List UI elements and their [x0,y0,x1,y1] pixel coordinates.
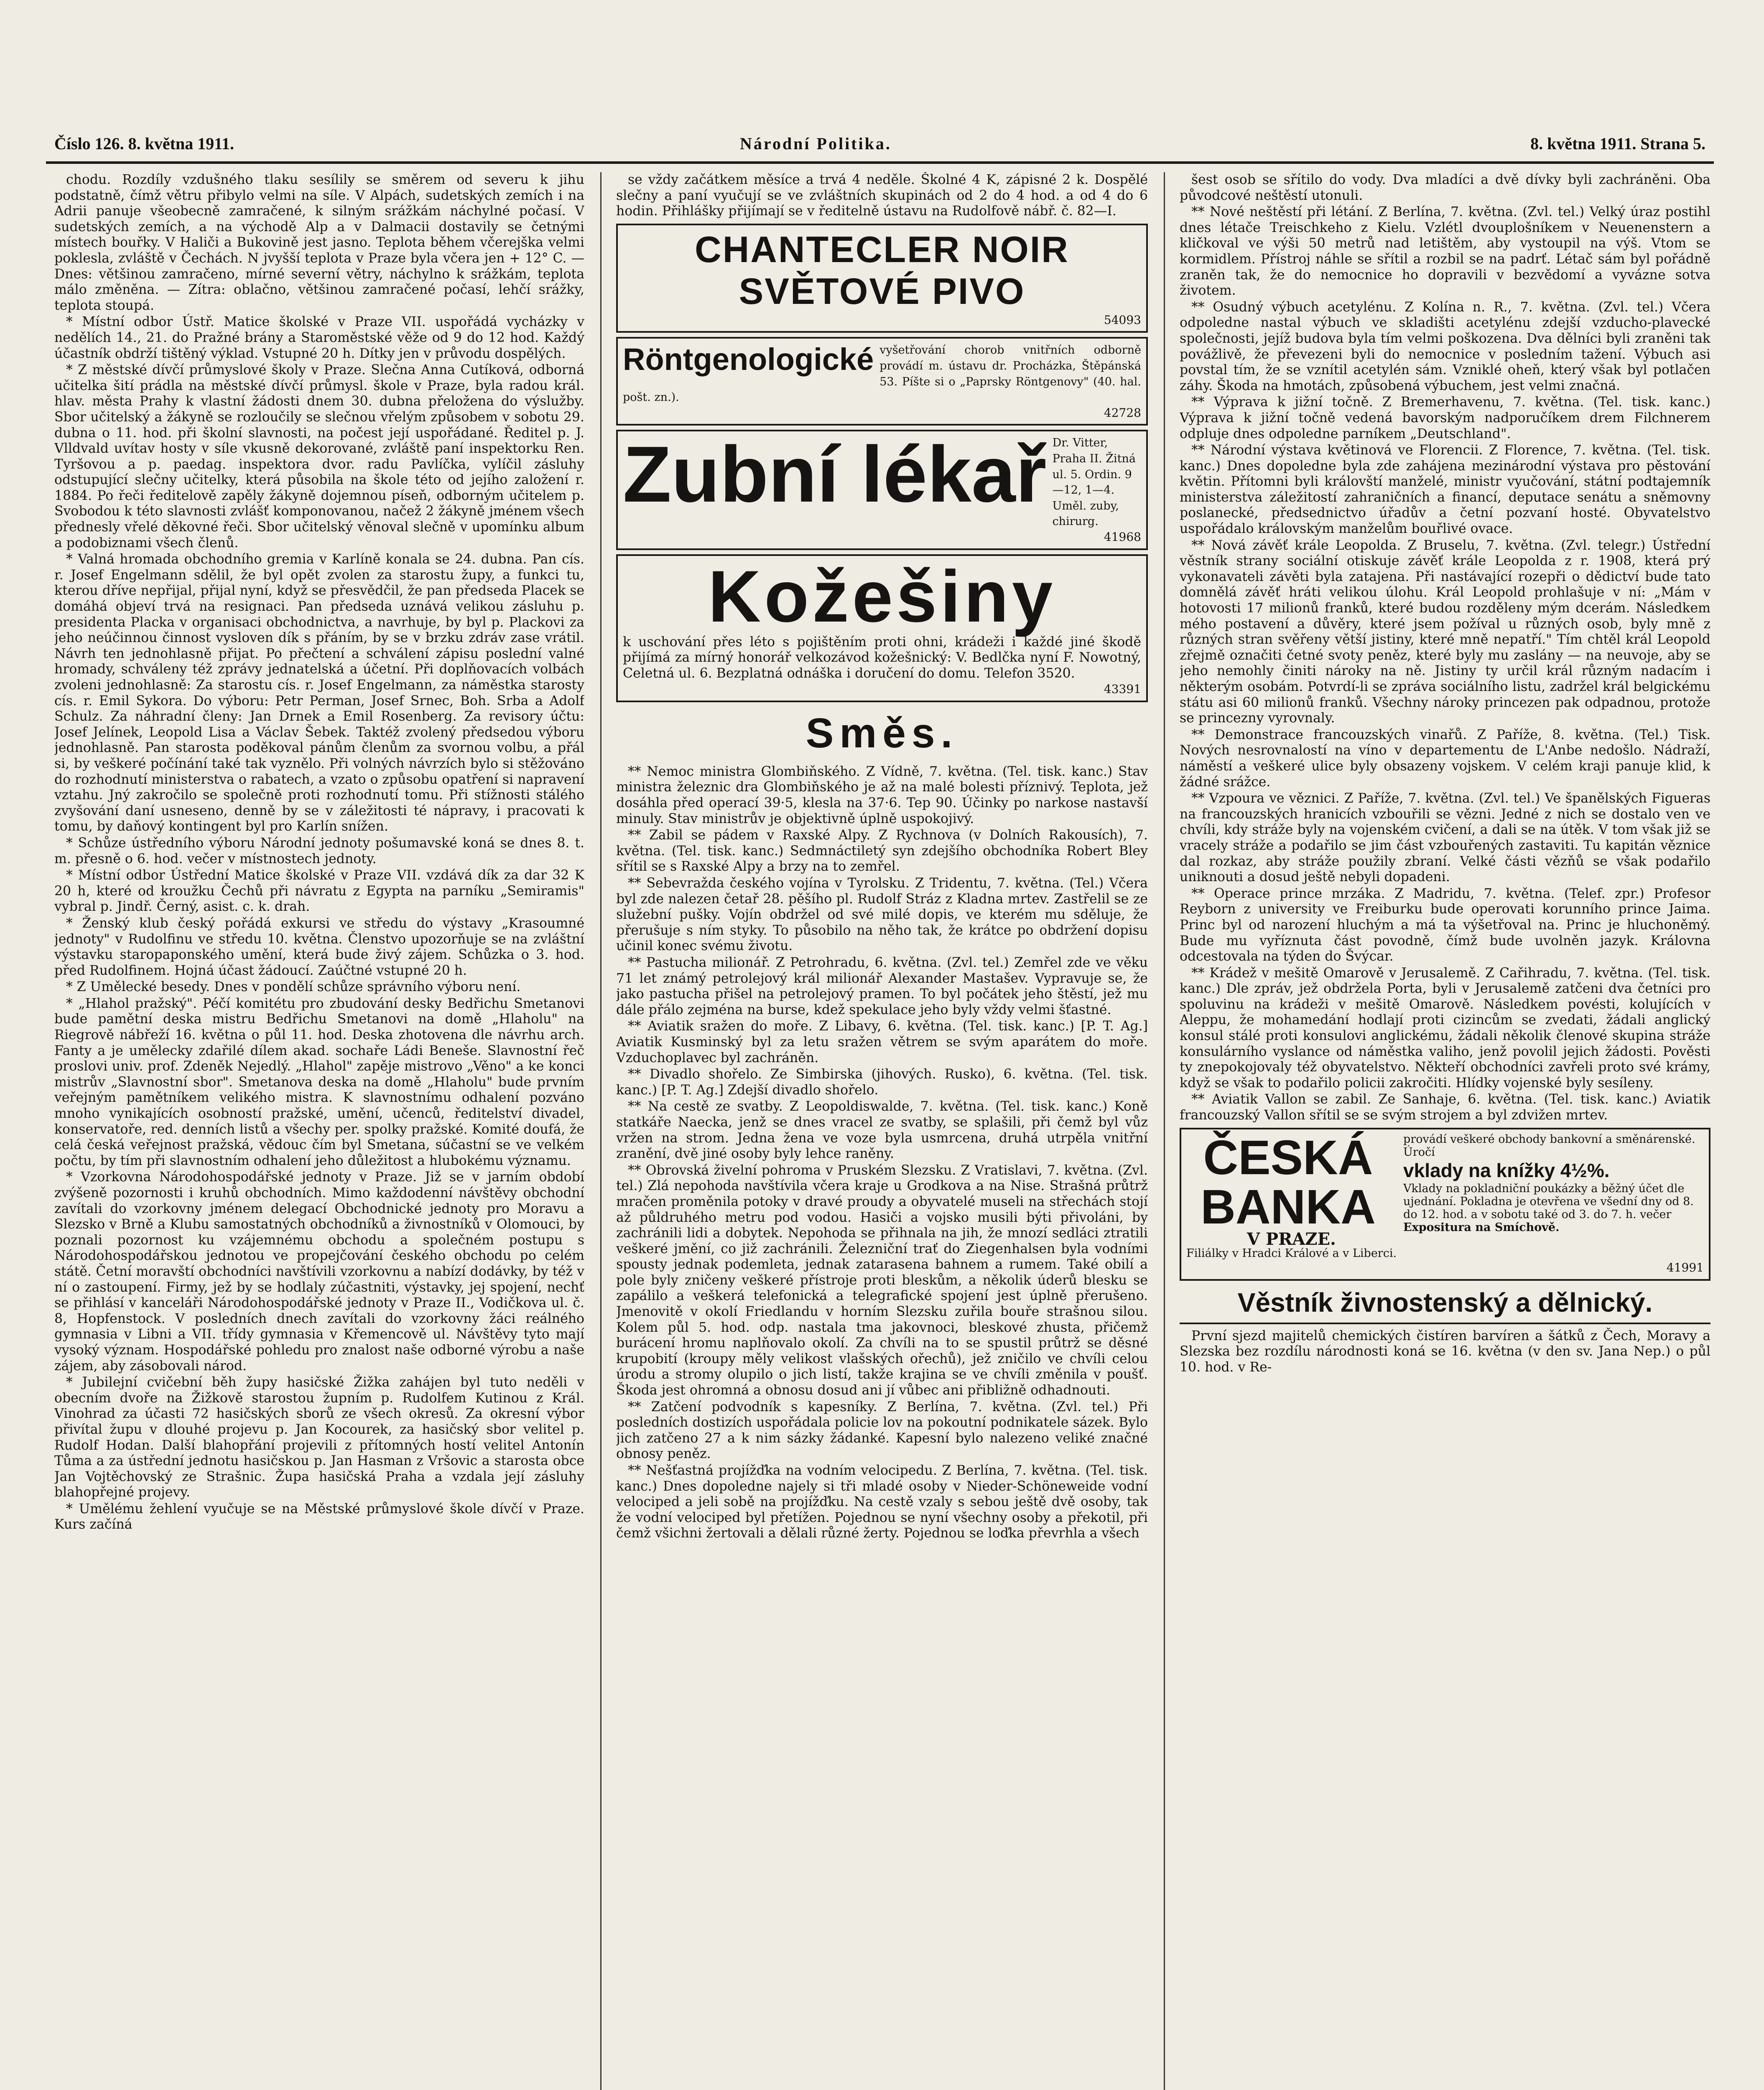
column-1 [54,172,584,2090]
article: * Schůze ústředního výboru Národní jednoty pošumavské koná se dnes 8. t. m. přesně o 6. hod. večer v místnostech jednoty. [54,835,584,867]
bank-expositura: Expositura na Smíchově. [1403,1221,1560,1234]
article: * Z Umělecké besedy. Dnes v pondělí schůze správního výboru není. [66,979,521,995]
bank-branches: Filiálky v Hradci Králové a v Liberci. [1186,1247,1397,1260]
chantecler-title: CHANTECLER NOIR [695,228,1069,270]
ad-number: 54093 [1104,313,1141,327]
ad-number: 41968 [1104,530,1141,544]
article: * Jubilejní cvičební běh župy hasičské Žižka zahájen byl tuto neděli v obecním dvoře na Žižkově starostou župním p. Rudolfem Kutinou z Král. Vinohrad za účasti 72 hasičských sborů ze všech okresů. Za okresní výbor přivítal župu v dlouhé projevu p. Jan Kocourek, za hasičský sbor velitel p. Rudolf Hodan. Další blahopřání projevili z přítomných hostí velitel Antonín Tůma a za ústřední jednotu hasičskou p. Jan Hasman z Vršovic a starosta obce Jan Vojtěchovský ze Strašnic. Župa hasičská Praha a vzdala její zásluhy blahopřejné projevy. [54,1375,584,1500]
article: se vždy začátkem měsíce a trvá 4 neděle. Školné 4 K, zápisné 2 k. Dospělé slečny a paní vyučují se ve zvláštních skupinách od 2 do 4 hod. a od 4 do 6 hodin. Přihlášky přijímají se v ředitelně ústavu na Rudolfově nábř. č. 82—I. [616,172,1148,219]
newspaper-page [46,125,1714,2090]
bank-title-1: ČESKÁ [1203,1130,1373,1185]
column-divider [1164,172,1165,2090]
article: ** Aviatik sražen do moře. Z Libavy, 6. května. (Tel. tisk. kanc.) [P. T. Ag.] Aviatik Kusminský byl za letu sražen větrem se svým aparátem do moře. Vzduchoplavec byl zachráněn. [616,1019,1148,1065]
vestnik-title: Věstník živnostenský a dělnický. [1237,1287,1653,1318]
bank-text-3: Vklady na pokladniční poukázky a běžný účet dle ujednání. Pokladna je otevřena ve všední dny od 8. do 12. hod. a v sobotu také od 3. do 7. h. večer [1403,1182,1694,1221]
bank-title-2: BANKA [1201,1179,1376,1234]
dentist-title: Zubní lékař [623,430,1047,519]
dentist-text: Dr. Vitter, Praha II. Žitná ul. 5. Ordin. 9—12, 1—4. Uměl. zuby, chirurg. [1052,436,1136,528]
bank-city: V PRAZE. [1247,1229,1336,1249]
article: ** Zabil se pádem v Raxské Alpy. Z Rychnova (v Dolních Rakousích), 7. května. (Tel. tisk. kanc.) Sedmnáctiletý syn zdejšího obchodníka Robert Bley sřítil se s Raxské Alpy a brzy na to zemřel. [616,828,1148,874]
furs-text: k uschování přes léto s pojištěním proti ohni, krádeži i každé jiné škodě přijímá za mírný honorář velkozávod kožešnický: V. Bedlčka nyní F. Nowotný, Celetná ul. 6. Bezplatná odnáška i doručení do domu. Telefon 3520. [623,634,1141,681]
column-2 [616,172,1148,2090]
article: ** Krádež v mešitě Omarově v Jerusalemě. Z Cařihradu, 7. května. (Tel. tisk. kanc.) Dle zpráv, jež obdržela Porta, byli v Jerusalemě zatčeni dva četníci pro spoluvinu na krádeži v mešitě Omarově. Následkem povésti, kolujících v Aleppu, že mohamedání hodlají proti cizincům se zvedati, žádali anglický konsul stálé proti konsulovi anglickému, žádali několik členové skupina stráže konsulárního vyslance od náměstka valiho, jenž povolil jejich žádosti. Pověsti ty znepokojovaly též obyvatelstvo. Někteří obchodníci zavřeli proto své krámy, když se však to podařilo policii zakročiti. Hlídky vojenské byly sesíleny. [1180,965,1710,1091]
page-header [46,125,1714,155]
rontgen-text: vyšetřování chorob vnitřních odborně provádí m. ústavu dr. Procházka, Štěpánská 53. Píšte si o „Paprsky Röntgenovy" (40. hal. pošt. zn.). [623,344,1141,404]
column-3 [1180,172,1710,2090]
furs-title: Kožešiny [708,556,1056,637]
page-number: 8. května 1911. Strana 5. [1530,134,1705,153]
article: ** Operace prince mrzáka. Z Madridu, 7. května. (Telef. zpr.) Profesor Reyborn z university ve Freiburku bude operovati korunního prince Jaima. Princ byl od narození hluchým a má ta výšetřoval na. Princ je hluchoněmý. Bude mu vyříznuta část povodně, čímž bude uvolněn jazyk. Královna odcestovala na týden do Švýcar. [1180,886,1710,964]
article: ** Divadlo shořelo. Ze Simbirska (jihových. Rusko), 6. května. (Tel. tisk. kanc.) [P. T. Ag.] Zdejší divadlo shořelo. [616,1067,1148,1098]
article: ** Osudný výbuch acetylénu. Z Kolína n. R., 7. května. (Zvl. tel.) Včera odpoledne nastal výbuch ve skladišti acetylénu zdejší vzducho-plavecké společnosti, jejíž budova byla tím velmi poškozena. Dva dělníci byli zraněni tak povážlivě, že převezeni byli do nemocnice v posledním tažení. Výbuch asi povstal tím, že se vznítil acetylén sám. Vzniklé oheň, který však byl potlačen záhy. Škoda na hmotách, způsobená výbuchem, jest velmi značná. [1180,299,1710,393]
ad-number: 43391 [1104,682,1141,696]
rontgen-title: Röntgenologické [623,342,874,377]
section-title-smes: Směs. [806,709,958,757]
article: ** Nemoc ministra Glombiňského. Z Vídně, 7. května. (Tel. tisk. kanc.) Stav ministra železnic dra Glombiňského je až na malé bolesti příznivý. Teplota, jež dosáhla před operací 39·5, klesla na 37·6. Tep 90. Účinky po narkose nastavší minuly. Stav ministrův je objektivně úplně uspokojivý. [616,764,1148,826]
ad-number: 41991 [1666,1261,1704,1275]
article: * Místní odbor Ústř. Matice školské v Praze VII. uspořádá vycházky v nedělích 14., 21. do Pražné brány a Staroměstské věže od 9 do 12 hod. Každý účastník obdrží tištěný výklad. Vstupné 20 h. Dítky jen v průvodu dospělých. [54,314,584,361]
masthead: Národní Politika. [740,134,892,153]
article: chodu. Rozdíly vzdušného tlaku sesílily se směrem od severu k jihu podstatně, čímž větru přibylo velmi na síle. V Alpách, sudetských zemích i na Adrii panuje všeobecně zamračené, k silným srážkám náchylné počasí. V sudetských zemích, a na východě Alp a v Dalmacii dostavily se četnými místech bouřky. V Haliči a Bukovině jest jasno. Teplota během včerejška velmi poklesla, zvláště v Čechách. N jvyšší teplota v Praze byla včera jen + 12° C. — Dnes: většinou zamračeno, mírné severní větry, náchylno k srážkám, teplota málo změněna. — Zítra: oblačno, většinou zamračené počasí, lehčí srážky, teplota stoupá. [54,172,584,313]
article: ** Vzpoura ve věznici. Z Paříže, 7. května. (Zvl. tel.) Ve španělských Figueras na francouzských hranicích vzbouřili se vězni. Jedné z nich se dostalo ven ve chvíli, kdy stráže byly na vojenském cvičení, a dali se na útěk. V tom však již se vracely stráže a podařilo se jim část vzbouřených zastaviti. Tu kapitán věznice dal rozkaz, aby stráže použily zbraní. Velké části vězňů se však podařilo uniknouti a dosud ještě nebyli dopadeni. [1180,791,1710,885]
article: ** Obrovská živelní pohroma v Pruském Slezsku. Z Vratislavi, 7. května. (Zvl. tel.) Zlá nepohoda navštívila včera kraje u Grodkova a na Nise. Strašná průtrž mračen proměnila potoky v dravé proudy a obyvatelé museli na střechách stojí až půldruhého metru pod vodou. Hasiči a vojsko musili býti přivoláni, by zachránili lidi a dobytek. Nepohoda se přihnala na jih, že mnozí sedláci ztratili veškeré jmění, co již zachránili. Železniční trať do Ziegenhalsen byla vodními spousty jednak podemleta, jednak zatarasena bahnem a rumem. Také obilí a pole byly zničeny veškeré přístroje proti bleskům, a několik úderů blesku se zapálilo a veškerá telefonická a telegrafické spojení jest úplně přerušeno. Jmenovitě v okolí Friedlandu v horním Slezsku zuřila bouře strašnou silou. Kolem půl 5. hod. odp. nastala tma jakovnoci, bleskové zhusta, přičemž burácení hromu naplňovalo okolí. Za chvíli na to se spustil průtrž se děsné krupobití (kroupy měly velikost vlašských ořechů), jež zničilo ve chvíli celou úrodu a stromy olupilo o jich listí, takže krajina se ve chvíli změnila v poušť. Škoda jest ohromná a obnosu dosud ani jí vůbec ani přibližně odhadnouti. [616,1162,1148,1398]
article: šest osob se sřítilo do vody. Dva mladíci a dvě dívky byli zachráněni. Oba původcové neštěstí utonuli. [1180,172,1710,203]
article: * Valná hromada obchodního gremia v Karlíně konala se 24. dubna. Pan cís. r. Josef Engelmann sdělil, že byl opět zvolen za starostu župy, a funkci tu, kterou dříve nepřijal, přijal nyní, když se přesvědčil, že pan předseda Placek se domáhá objeví trvá na resignaci. Pan předseda uznává velikou zásluhu p. presidenta Placka v organisaci obchodnictva, a navrhuje, by byl p. Plackovi za jeho neúčinnou činnost vysloven dík s přáním, by se v brzku zdráv zase vrátil. Návrh ten jednohlasně přijat. Po přečtení a schválení zápisu poslední valné hromady, schváleny též zprávy jednatelská a účetní. Při doplňovacích volbách zvoleni jednohlasně: Za starostu cís. r. Josef Engelmann, za náměstka starosty cís. r. Emil Sykora. Do výboru: Petr Perman, Josef Srnec, Boh. Srba a Adolf Schulz. Za náhradní členy: Jan Drnek a Emil Rosenberg. Za revisory účtu: Josef Jelínek, Leopold Lisa a Václav Šebek. Taktéž zvolený předsedou výboru jednohlasně. Pan starosta poděkoval pánům členům za svornou volbu, a přál si, by veškeré počínání také tak vyznělo. Při volných návrzích bylo si stěžováno do rozhodnutí ministerstva o rabatech, a vzato o způsobu opatření si napravení vztahu. Jný zakročilo se společně proti rozhodnutí tomu. Při stížnosti stálého zvyšování daní usneseno, denně by se v záležitosti té nápravy, i pracovati k tomu, by daňový kontingent byl pro Karlín snížen. [54,552,584,834]
article: ** Nová závěť krále Leopolda. Z Bruselu, 7. května. (Zvl. telegr.) Ústřední věstník strany sociální otiskuje závěť krále Leopolda z r. 1908, která prý vykonavateli závěti byla zatajena. Při nastávající rozepři o dědictví bude tato domnělá závěť hráti velikou úlohu. Král Leopold prohlašuje v ní: „Mám v hotovosti 17 milionů franků, které budou rozděleny mým dcerám. Následkem mého postavení a důvěry, které jsem požíval u různých osob, byly mně z různých stran svěřeny větší jistiny, které mně nepatří." Tím chtěl král Leopold zřejmě označiti četné svoty peněz, které byly mu zaslány — na neuvoje, aby se jeho nemohly činiti nároky na ně. Jistiny ty určil král různým nadacím i některým osobám. Potvrdí-li se zpráva sociálního listu, zadržel král belgickému státu asi 60 milionů franků. Všechny nároky princezen pak odpadnou, protože se princezny vyrovnaly. [1180,538,1710,726]
chantecler-subtitle: SVĚTOVÉ PIVO [739,270,1025,312]
rontgen-ad [616,337,1148,426]
ceska-banka-ad [1180,1128,1710,1281]
article: ** Nové neštěstí při létání. Z Berlína, 7. května. (Zvl. tel.) Velký úraz postihl dnes létače Treischkeho z Kielu. Vzlétl dvouplošníkem v Neuenenstern a kličkoval ve výši 50 metrů nad letištěm, aby vystoupil na výš. Vtom se kormidlem. Přístroj náhle se sřítil a rozbil se na padrť. Létač sám byl pořádně zraněn tak, že do nemocnice ho dopravili v bezvědomí a vyvázne sotva životem. [1180,204,1710,298]
article: ** Na cestě ze svatby. Z Leopoldiswalde, 7. května. (Tel. tisk. kanc.) Koně statkáře Naecka, jenž se dnes vracel ze svatby, se splašili, při čemž byl vůz vržen na strom. Jedna žena ve voze byla usmrcena, druhá utrpěla vnitřní zranění, dvě jiné osoby byly lehce raněny. [616,1099,1148,1162]
section-rule [1180,1323,1710,1324]
article: ** Národní výstava květinová ve Florencii. Z Florence, 7. května. (Tel. tisk. kanc.) Dnes dopoledne byla zde zahájena mezinárodní výstava pro pěstování květin. Přítomni byli královští manželé, ministr vyučování, státní podtajemník ministerstva záležitostí zahraničních a financí, deputace senátu a sněmovny poslanecké, předsednictvo úřadův a četní pozvaní hosté. Obyvatelstvo uspořádalo královským manželům bouřlivé ovace. [1180,443,1710,537]
article: * Umělému žehlení vyučuje se na Městské průmyslové škole dívčí v Praze. Kurs začíná [54,1501,584,1532]
dentist-ad [616,430,1148,550]
article: * Místní odbor Ústřední Matice školské v Praze VII. vzdává dík za dar 32 K 20 h, které od kroužku Čechů při návratu z Egypta na parníku „Semiramis" vybral p. Jindř. Černý, asist. c. k. drah. [54,868,584,915]
article: * „Hlahol pražský". Péčí komitétu pro zbudování desky Bedřichu Smetanovi bude pamětní deska mistru Bedřichu Smetanovi na domě „Hlaholu" na Riegrově nábřeží 16. května o půl 11. hod. Deska zhotovena dle návrhu arch. Fanty a je umělecky zdařilé dílem akad. sochaře Ládi Beneše. Slavnostní řeč proslovi univ. prof. Zdeněk Nejedlý. „Hlahol" zapěje mistrovo „Věno" a ke konci mistrův „Slavnostní sbor". Smetanova deska na domě „Hlaholu" bude prvním veřejným pamětníkem velikého mistra. K slavnostnímu odhalení pozváno mnoho vynikajících osobností pražské, umění, učenců, ředitelství divadel, konservatoře, red. denních listů a všechy per. spolky pražské. Komité doufá, že celá česká veřejnost pražská, vědouc čím byl Smetana, súčastní se ve velkém počtu, by tím při slavnostním odhalení jeho důležitost a hlubokému významu. [54,996,584,1168]
article: ** Výprava k jižní točně. Z Bremerhavenu, 7. května. (Tel. tisk. kanc.) Výprava k jižní točně vedená bavorským nadporučíkem drem Filchnerem odpluje dnes odpoledne parníkem „Deutschland". [1180,395,1710,441]
article: ** Nešťastná projížďka na vodním velocipedu. Z Berlína, 7. května. (Tel. tisk. kanc.) Dnes dopoledne najely si tři mladé osoby v Nieder-Schöneweide vodní velociped a jeli sobě na projížďku. Na cestě vzaly s sebou ještě dvě osoby, tak že vodní velociped byl přetížen. Pojednou se nyní všechny osoby a překotil, při čemž všichni žertovali a dělali různé žerty. Pojednou se loďka převrhla a všech [616,1463,1148,1541]
article: * Z městské dívčí průmyslové školy v Praze. Slečna Anna Cutíková, odborná učitelka šití prádla na městské dívčí průmysl. škole v Praze, byla radou král. hlav. města Prahy k vlastní žádosti dnem 30. dubna přeložena do výslužby. Sbor učitelský a žákyně se rozloučily se slečnou vřelým způsobem v sobotu 29. dubna o 11. hod. při školní slavnosti, na počest její uspořádané. Ředitel p. J. Vlldvald uvítav hosty v síle vkusně dekorované, zvláště paní inspektorku Ren. Tyršovou a p. paedag. inspektora dvor. radu Pavlíčka, vylíčil zásluhy odstupující slečny učitelky, která působila na škole této od jejího založení r. 1884. Po řeči ředitelově zapěly žákyně dojemnou píseň, odborným učitelem p. Svobodou k této slavnosti zvlášť komponovanou, načež 2 žákyně jménem všech přednesly vřelé děkovné řeči. Sbor učitelský věnoval slečně v upomínku album a podobiznami všech členů. [54,362,584,551]
ad-number: 42728 [1104,405,1141,420]
article: ** Pastucha milionář. Z Petrohradu, 6. května. (Zvl. tel.) Zemřel zde ve věku 71 let známý petrolejový král milionář Alexander Mastašev. Vypravuje se, že jako pastucha přišel na petrolejový pramen. To byl počátek jeho štěstí, jež mu dále přálo zejména na burse, kdež spekulace jeho byly vždy velmi šťastné. [616,955,1148,1017]
issue-number: Číslo 126. 8. května 1911. [54,134,235,153]
article: * Vzorkovna Národohospodářské jednoty v Praze. Již se v jarním období zvýšeně pozornosti i kruhů obchodních. Mimo každodenní návštěvy obchodní zavítali do vzorkovny jménem delegací Obchodnické jednoty pro Moravu a Slezsko v Brně a Klubu samostatných obchodníků a živnostníků v Olomouci, by poznali pozornost ku vzájemnému obchodu a společném postupu s Národohospodářskou jednotou ve propejčování českého obchodu po celém státě. Četní moravští obchodníci navštívili vzorkovnu a nabízí dodávky, by též v ní o zastoupení. Firmy, jež by se hodlaly zúčastniti, výstavky, jej spojení, nechť se přihlásí v kanceláři Národohospodářské jednoty v Praze II., Vodičkova ul. č. 8, Hopfenstock. V posledních dnech zavítali do vzorkovny žáci reálného gymnasia v Libni a VII. třídy gymnasia v Křemencově ul. Návštěvy tyto mají vysoký význam. Hospodářské pohledu pro znalost naše odborné výrobu a naše zájem, aby zásobovali národ. [54,1170,584,1374]
article: ** Zatčení podvodník s kapesníky. Z Berlína, 7. května. (Zvl. tel.) Při posledních dostizích uspořádala policie lov na pokoutní podnikatele sázek. Bylo jich zatčeno 27 a k nim sázky žádanké. Kapesní bylo nalezeno veliké značné obnosy peněz. [616,1399,1148,1462]
article: ** Demonstrace francouzských vinařů. Z Paříže, 8. května. (Tel.) Tisk. Nových nesrovnalostí na víno v departementu de L'Anbe nedošlo. Nádraží, náměstí a veškeré ulice byly obsazeny vojskem. V celém kraji panuje klid, k žádné srážce. [1180,727,1710,790]
bank-text-1: provádí veškeré obchody bankovní a směnárenské. Úročí [1403,1132,1695,1159]
article: * Ženský klub český pořádá exkursi ve středu do výstavy „Krasoumné jednoty" v Rudolfinu ve středu 10. května. Členstvo upozorňuje se na zvláštní výstavku staropaponského umění, která bude živý zájem. Schůzka o 3. hod. před Rudolfinem. Hojná účast žádoucí. Zaúčtné vstupné 20 h. [54,915,584,978]
article: ** Aviatik Vallon se zabil. Ze Sanhaje, 6. května. (Tel. tisk. kanc.) Aviatik francouzský Vallon sřítil se se svým strojem a byl zdvižen mrtev. [1180,1092,1710,1123]
bank-logo-block [1186,1130,1397,1260]
bank-interest: vklady na knížky 4½%. [1403,1159,1610,1181]
column-divider [600,172,602,2090]
article: ** Sebevražda českého vojína v Tyrolsku. Z Tridentu, 7. května. (Tel.) Včera byl zde nalezen četař 28. pěšího pl. Rudolf Stráz z Kladna mrtev. Zastřelil se ze služební pušky. Vojín obdržel od své milé dopis, ve kterém mu sděluje, že přerušuje s ním styky. To působilo na něho tak, že krátce po obdržení dopisu učinil konec svému životu. [616,876,1148,954]
article: První sjezd majitelů chemických čistíren barvíren a šátků z Čech, Moravy a Slezska bez rozdílu národnosti koná se 16. května (v den sv. Jana Nep.) o půl 10. hod. v Re- [1180,1328,1710,1375]
chantecler-ad [616,224,1148,333]
header-rule [46,161,1714,164]
furs-ad [616,554,1148,702]
